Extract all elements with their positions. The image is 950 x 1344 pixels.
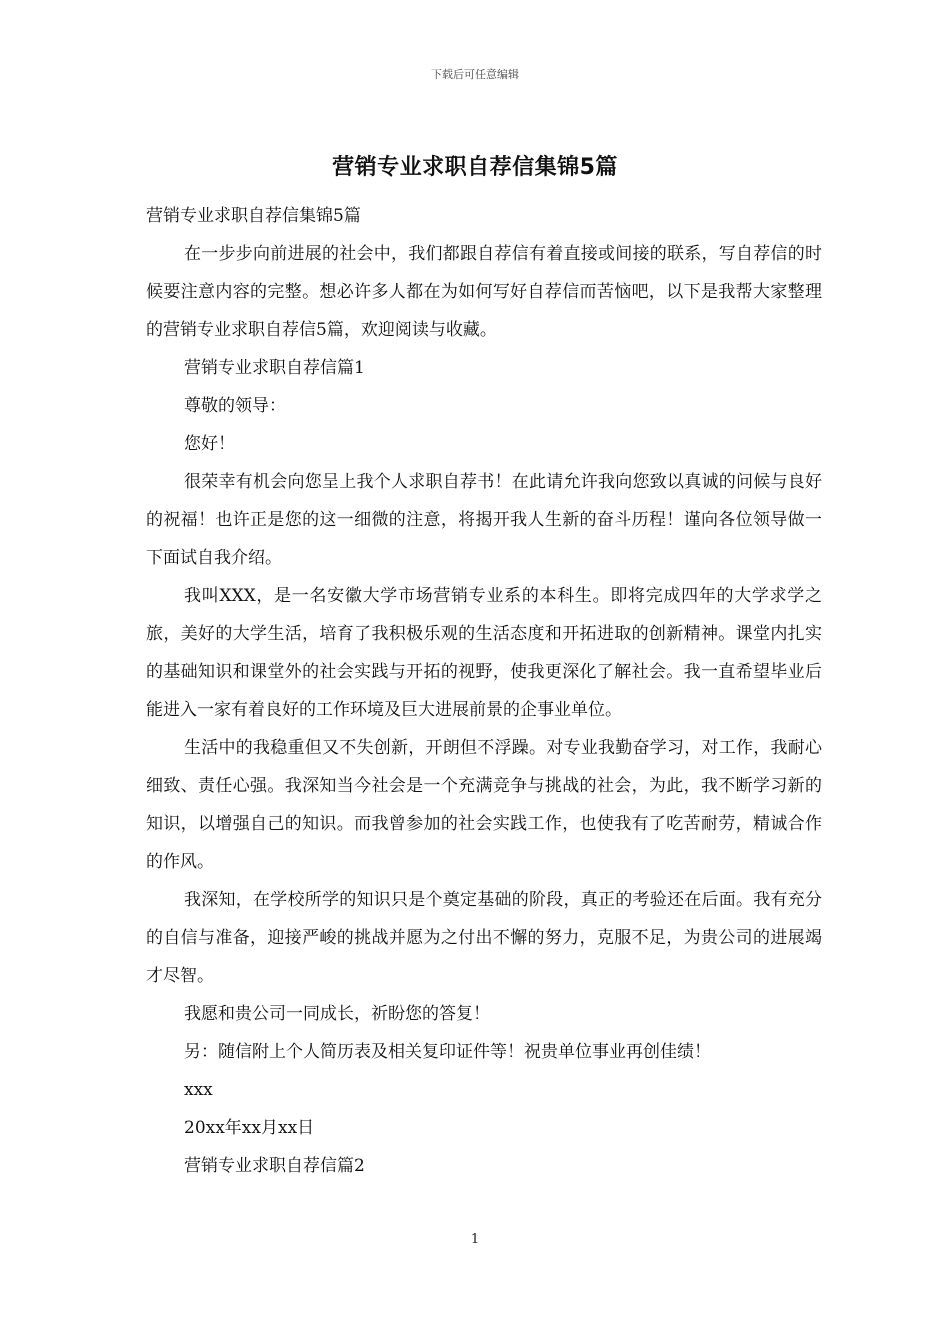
document-title: 营销专业求职自荐信集锦5篇 <box>332 155 618 180</box>
section-heading: 营销专业求职自荐信篇2 <box>184 1156 365 1176</box>
paragraph: 营销专业求职自荐信集锦5篇 <box>146 206 361 226</box>
signature: xxx <box>184 1080 213 1100</box>
greeting: 您好！ <box>184 434 235 454</box>
paragraph: 另：随信附上个人简历表及相关复印证件等！祝贵单位事业再创佳绩！ <box>184 1042 711 1062</box>
paragraph: 在一步步向前进展的社会中，我们都跟自荐信有着直接或间接的联系，写自荐信的时候要注意内容的完整。想必许多人都在为如何写好自荐信而苦恼吧，以下是我帮大家整理的营销专业求职自荐信5篇，欢迎阅读与收藏。 <box>146 244 822 340</box>
paragraph: 生活中的我稳重但又不失创新，开朗但不浮躁。对专业我勤奋学习，对工作，我耐心细致、责任心强。我深知当今社会是一个充满竞争与挑战的社会，为此，我不断学习新的知识，以增强自己的知识。而我曾参加的社会实践工作，也使我有了吃苦耐劳，精诚合作的作风。 <box>146 738 822 872</box>
paragraph: 我深知，在学校所学的知识只是个奠定基础的阶段，真正的考验还在后面。我有充分的自信与准备，迎接严峻的挑战并愿为之付出不懈的努力，克服不足，为贵公司的进展竭才尽智。 <box>146 890 822 986</box>
salutation: 尊敬的领导： <box>184 396 286 416</box>
page-header: 下载后可任意编辑 <box>431 68 519 81</box>
paragraph: 我愿和贵公司一同成长，祈盼您的答复！ <box>184 1004 490 1024</box>
document-body <box>146 197 822 1185</box>
section-heading: 营销专业求职自荐信篇1 <box>184 358 365 378</box>
paragraph: 很荣幸有机会向您呈上我个人求职自荐书！在此请允许我向您致以真诚的问候与良好的祝福！也许正是您的这一细微的注意，将揭开我人生新的奋斗历程！谨向各位领导做一下面试自我介绍。 <box>146 472 822 568</box>
paragraph: 我叫XXX，是一名安徽大学市场营销专业系的本科生。即将完成四年的大学求学之旅，美好的大学生活，培育了我积极乐观的生活态度和开拓进取的创新精神。课堂内扎实的基础知识和课堂外的社会实践与开拓的视野，使我更深化了解社会。我一直希望毕业后能进入一家有着良好的工作环境及巨大进展前景的企事业单位。 <box>146 586 822 720</box>
page-number: 1 <box>470 1232 480 1247</box>
date-line: 20xx年xx月xx日 <box>184 1118 315 1138</box>
